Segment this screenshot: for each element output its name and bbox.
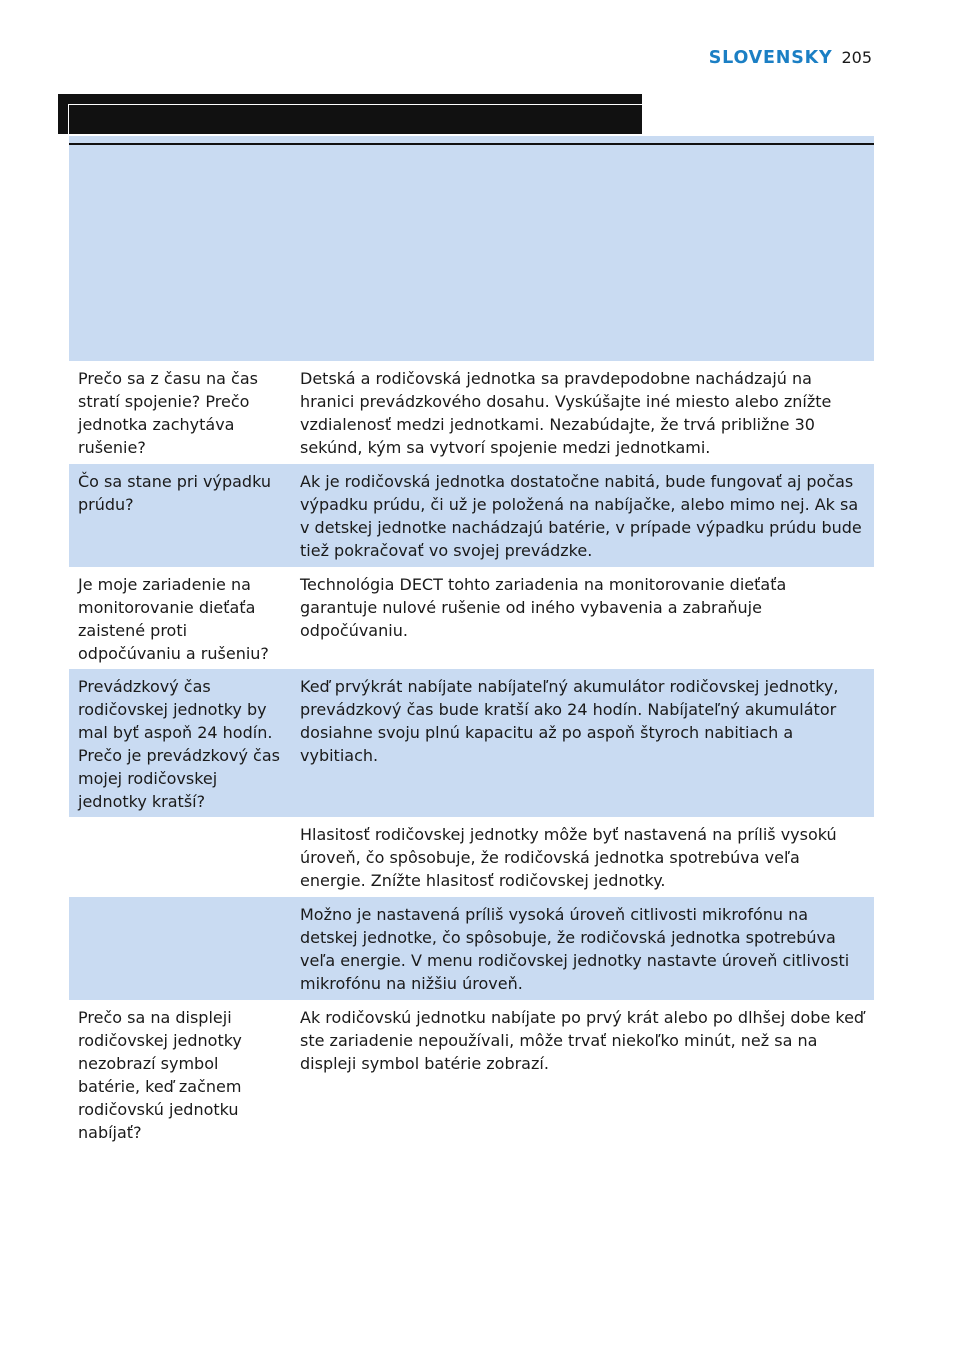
question-cell (69, 823, 291, 891)
table-row (69, 669, 874, 817)
answer-cell: Technológia DECT tohto zariadenia na monitorovanie dieťaťa garantuje nulové rušenie od iného vybavenia a zabraňuje odpočúvaniu. (300, 575, 787, 640)
language-label: SLOVENSKY (708, 48, 833, 68)
table-top-rule (69, 143, 874, 145)
question-cell (69, 903, 291, 994)
section-title-bar-rule (68, 104, 642, 105)
table-row (69, 897, 874, 1000)
answer-cell: Detská a rodičovská jednotka sa pravdepodobne nachádzajú na hranici prevádzkového dosahu. Vyskúšajte iné miesto alebo znížte vzdialenosť medzi jednotkami. Nezabúdajte, že trvá približne 30 sekúnd, kým sa vytvorí spojenie medzi jednotkami. (300, 369, 832, 457)
section-title-bar (58, 94, 642, 134)
section-title-bar-rule-vertical (68, 104, 69, 134)
table-row (69, 361, 874, 464)
faq-table (69, 361, 874, 1142)
answer-cell: Možno je nastavená príliš vysoká úroveň citlivosti mikrofónu na detskej jednotke, čo spôsobuje, že rodičovská jednotka spotrebúva veľa energie. V menu rodičovskej jednotky nastavte úroveň citlivosti mikrofónu na nižšiu úroveň. (300, 905, 850, 993)
page-number: 205 (841, 48, 872, 67)
answer-cell: Ak je rodičovská jednotka dostatočne nabitá, bude fungovať aj počas výpadku prúdu, či už je položená na nabíjačke, alebo mimo nej. Ak sa v detskej jednotke nachádzajú batérie, v prípade výpadku prúdu bude tiež pokračovať vo svojej prevádzke. (300, 472, 862, 560)
question-cell: Prečo sa na displeji rodičovskej jednotky nezobrazí symbol batérie, keď začnem rodičovskú jednotku nabíjať? (78, 1008, 242, 1142)
table-row (69, 567, 874, 669)
table-header-band (69, 136, 874, 361)
question-cell: Je moje zariadenie na monitorovanie dieťaťa zaistené proti odpočúvaniu a rušeniu? (78, 575, 269, 663)
table-row (69, 817, 874, 897)
answer-cell: Ak rodičovskú jednotku nabíjate po prvý krát alebo po dlhšej dobe keď ste zariadenie nepoužívali, môže trvať niekoľko minút, než sa na displeji symbol batérie zobrazí. (300, 1008, 865, 1073)
page-header (709, 48, 872, 68)
answer-cell: Keď prvýkrát nabíjate nabíjateľný akumulátor rodičovskej jednotky, prevádzkový čas bude kratší ako 24 hodín. Nabíjateľný akumulátor dosiahne svoju plnú kapacitu až po aspoň štyroch nabitiach a vybitiach. (300, 677, 839, 765)
table-row (69, 1000, 874, 1142)
answer-cell: Hlasitosť rodičovskej jednotky môže byť nastavená na príliš vysokú úroveň, čo spôsobuje, že rodičovská jednotka spotrebúva veľa energie. Znížte hlasitosť rodičovskej jednotky. (300, 825, 837, 890)
question-cell: Prevádzkový čas rodičovskej jednotky by mal byť aspoň 24 hodín. Prečo je prevádzkový čas mojej rodičovskej jednotky kratší? (78, 677, 280, 811)
question-cell: Čo sa stane pri výpadku prúdu? (78, 472, 271, 514)
question-cell: Prečo sa z času na čas stratí spojenie? Prečo jednotka zachytáva rušenie? (78, 369, 258, 457)
table-row (69, 464, 874, 567)
